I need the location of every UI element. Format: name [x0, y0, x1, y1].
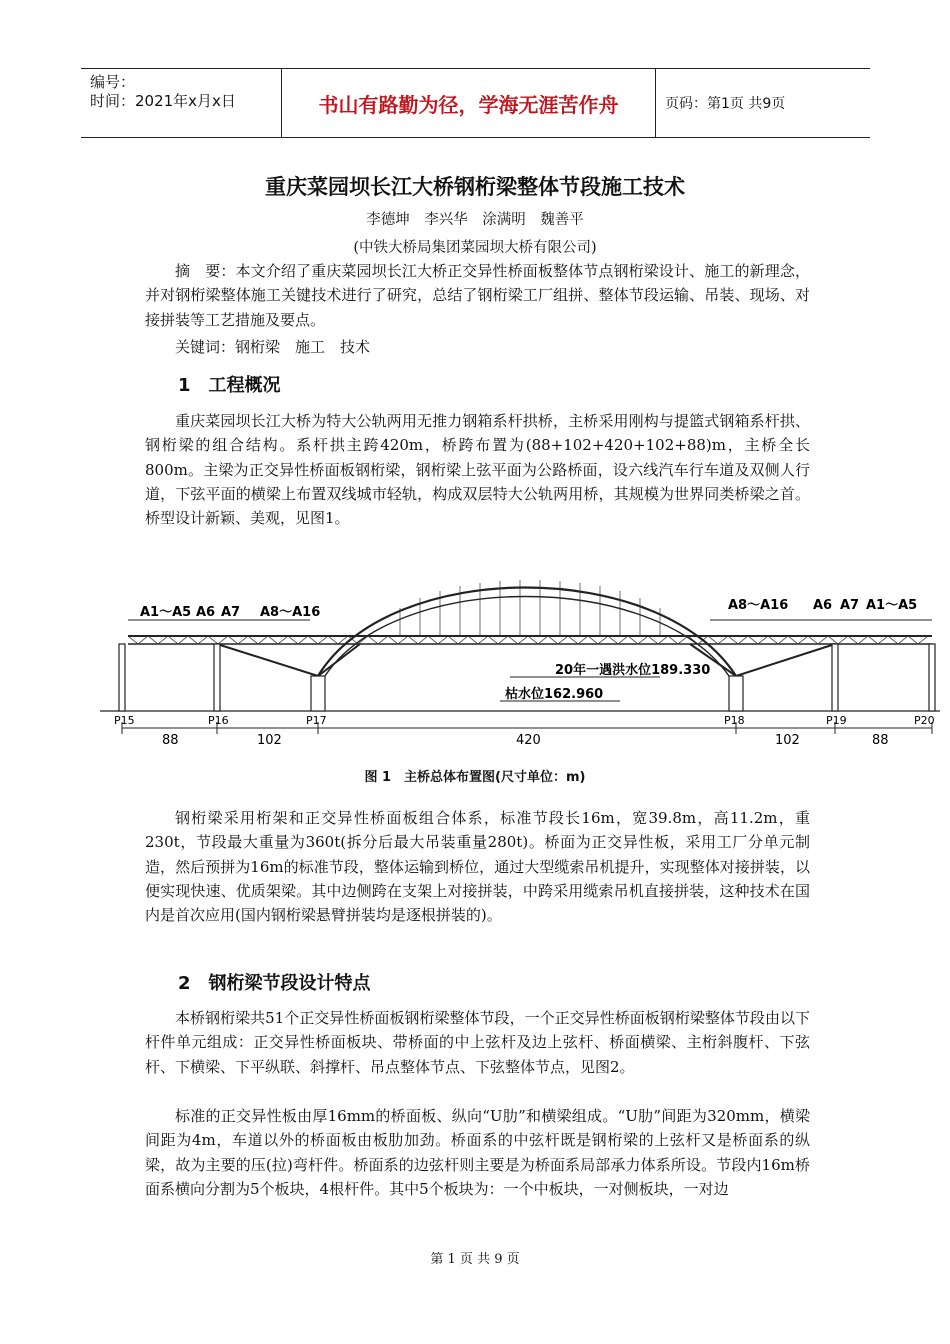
figure1-caption: 图 1 主桥总体布置图(尺寸单位：m) [364, 770, 586, 785]
seg-right-4: A1～A5 [866, 598, 918, 613]
bridge-drawing [100, 578, 940, 748]
pier-label-p15: P15 [114, 714, 135, 727]
page-info: 页码：第1页 共9页 [665, 96, 786, 112]
header-meta [81, 69, 281, 137]
span-420: 420 [516, 733, 541, 748]
section2-heading: 2 钢桁梁节段设计特点 [178, 973, 371, 994]
section1-heading: 1 工程概况 [178, 375, 281, 396]
pier-label-p18: P18 [724, 714, 745, 727]
section1-para2: 钢桁梁采用桁架和正交异性桥面板组合体系，标准节段长16m，宽39.8m，高11.2m，重230t，节段最大重量为360t(拆分后最大吊装重量280t)。桥面为正交异性板，采用工厂分单元制造，然后预拼为16m的标准节段，整体运输到桥位，通过大型缆索吊机提升，实现整体对接拼装，以便实现快速、优质架梁。其中边侧跨在支架上对接拼装，中跨采用缆索吊机直接拼装，这种技术在国内是首次应用(国内钢桁梁悬臂拼装均是逐根拼装的)。 [145, 809, 810, 925]
seg-right-2: A6 [813, 598, 833, 613]
keywords: 关键词：钢桁梁 施工 技术 [175, 338, 371, 356]
abstract: 摘 要：本文介绍了重庆菜园坝长江大桥正交异性桥面板整体节点钢桁梁设计、施工的新理念，并对钢桁梁整体施工关键技术进行了研究，总结了钢桁梁工厂组拼、整体节段运输、吊装、现场、对接拼装等工艺措施及要点。 [145, 262, 810, 329]
seg-left-1: A1～A5 [140, 605, 192, 620]
header-table [81, 68, 870, 138]
section1-para1: 重庆菜园坝长江大桥为特大公轨两用无推力钢箱系杆拱桥，主桥采用刚构与提篮式钢箱系杆拱、钢桁梁的组合结构。系杆拱主跨420m，桥跨布置为(88+102+420+102+88)m，主桥全长800m。主梁为正交异性桥面板钢桁梁，钢桁梁上弦平面为公路桥面，设六线汽车行车道及双侧人行道，下弦平面的横梁上布置双线城市轻轨，构成双层特大公轨两用桥，其规模为世界同类桥梁之首。桥型设计新颖、美观，见图1。 [145, 412, 810, 528]
span-102-right: 102 [775, 733, 800, 748]
span-88-left: 88 [162, 733, 179, 748]
seg-left-2: A6 [196, 605, 216, 620]
motto: 书山有路勤为径，学海无涯苦作舟 [281, 69, 656, 137]
flood-level-label: 20年一遇洪水位189.330 [555, 663, 711, 678]
document-title: 重庆菜园坝长江大桥钢桁梁整体节段施工技术 [265, 175, 685, 199]
section2-para2: 标准的正交异性板由厚16mm的桥面板、纵向“U肋”和横梁组成。“U肋”间距为320mm，横梁间距为4m，车道以外的桥面板由板肋加劲。桥面系的中弦杆既是钢桁梁的上弦杆又是桥面系的纵梁，故为主要的压(拉)弯杆件。桥面系的边弦杆则主要是为桥面系局部承力体系所设。节段内16m桥面系横向分割为5个板块，4根杆件。其中5个板块为：一个中板块，一对侧板块，一对边 [145, 1107, 810, 1198]
pier-label-p16: P16 [208, 714, 229, 727]
bridge-layout-figure [100, 578, 940, 752]
deck-truss [128, 636, 928, 644]
seg-left-3: A7 [221, 605, 241, 620]
span-102-left: 102 [257, 733, 282, 748]
seg-right-1: A8～A16 [728, 598, 789, 613]
low-level-label: 枯水位162.960 [505, 687, 604, 702]
pier-label-p17: P17 [306, 714, 327, 727]
seg-left-4: A8～A16 [260, 605, 321, 620]
pier-label-p19: P19 [826, 714, 847, 727]
span-88-right: 88 [872, 733, 889, 748]
page-footer: 第 1 页 共 9 页 [430, 1252, 520, 1267]
affiliation: (中铁大桥局集团菜园坝大桥有限公司) [353, 240, 597, 256]
authors: 李德坤 李兴华 涂满明 魏善平 [366, 212, 584, 228]
section2-para1: 本桥钢桁梁共51个正交异性桥面板钢桁梁整体节段，一个正交异性桥面板钢桁梁整体节段由以下杆件单元组成：正交异性桥面板块、带桥面的中上弦杆及边上弦杆、桥面横梁、主桁斜腹杆、下弦杆、下横梁、下平纵联、斜撑杆、吊点整体节点、下弦整体节点，见图2。 [145, 1009, 810, 1076]
time-label: 时间：2021年x月x日 [90, 92, 236, 110]
seg-right-3: A7 [840, 598, 860, 613]
pier-label-p20: P20 [914, 714, 935, 727]
number-label: 编号： [90, 73, 136, 91]
